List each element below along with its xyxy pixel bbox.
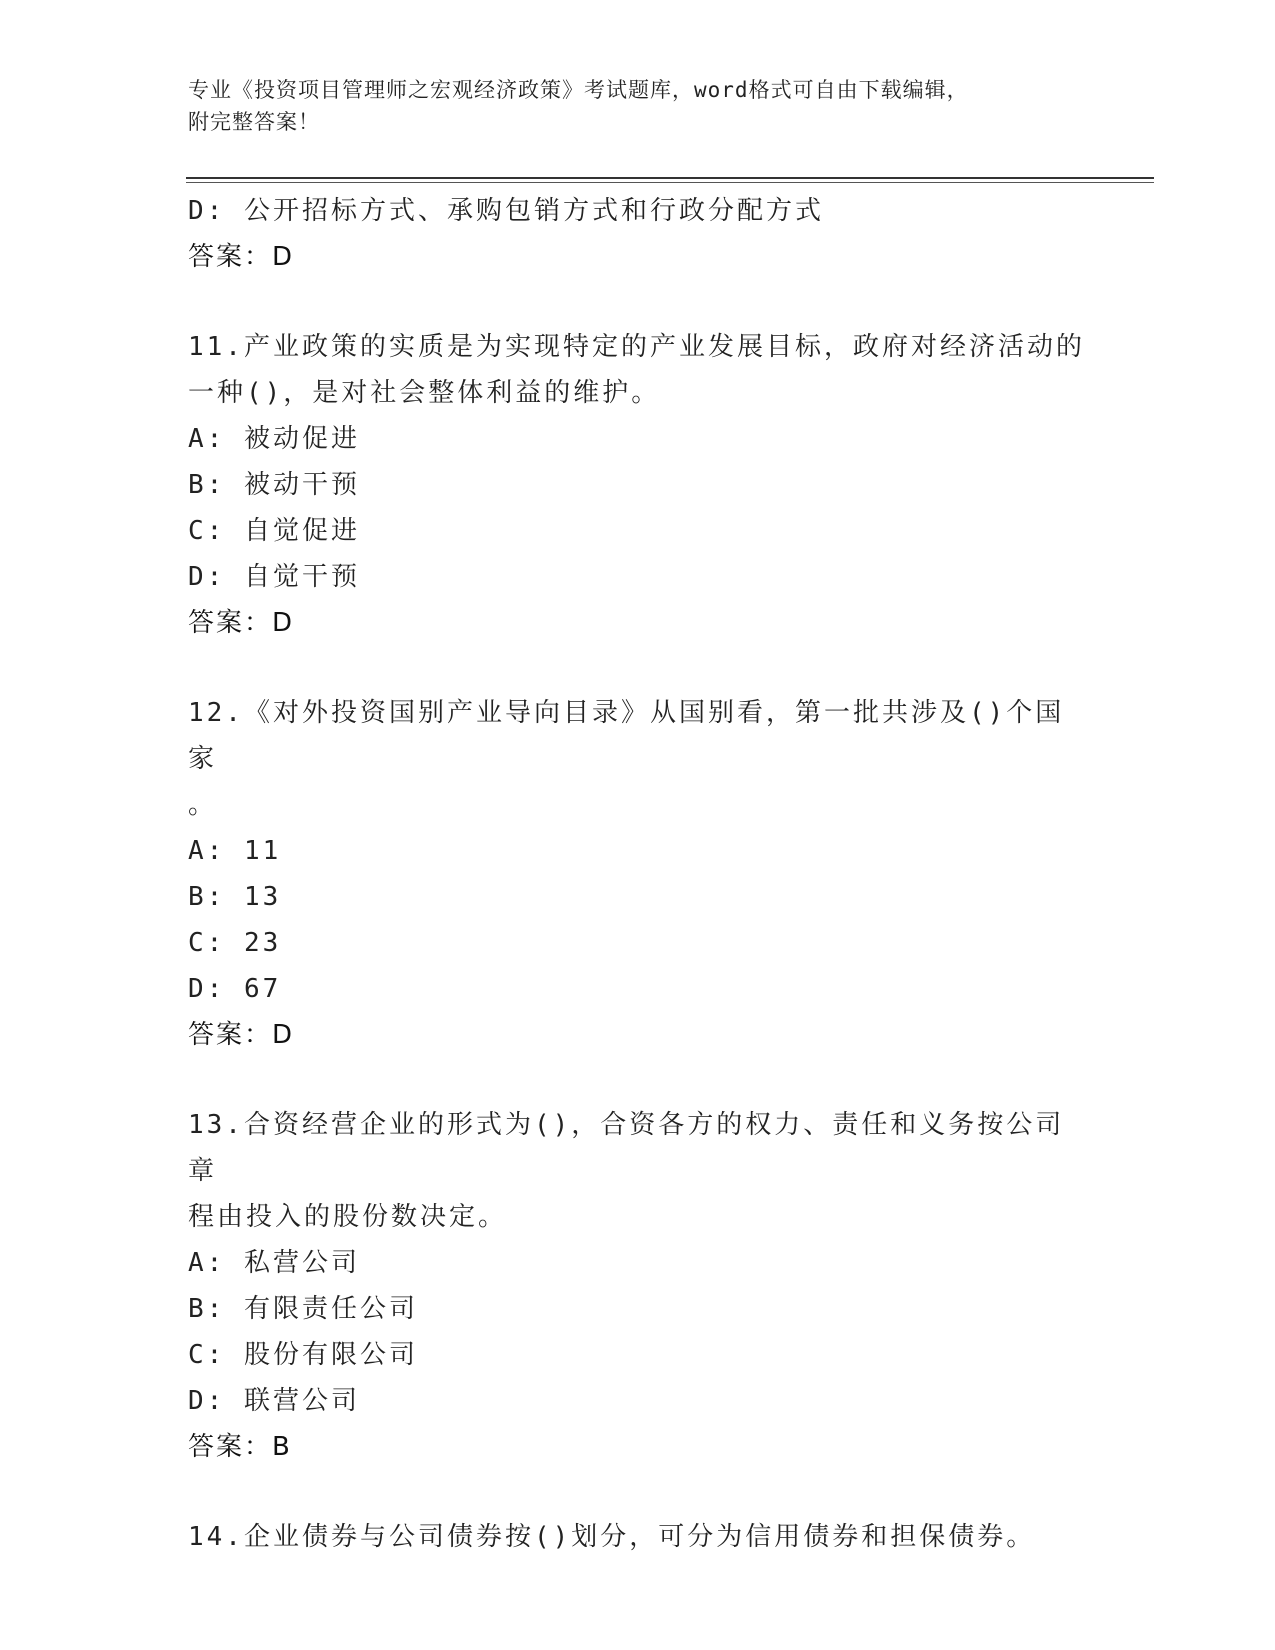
option-a: A: 11	[188, 836, 282, 866]
header-divider-thick	[186, 177, 1154, 179]
option-d: D: 联营公司	[188, 1386, 360, 1416]
header-line-1: 专业《投资项目管理师之宏观经济政策》考试题库，word格式可自由下载编辑，	[188, 78, 969, 102]
option-b: B: 有限责任公司	[188, 1294, 418, 1324]
question-stem-line: 12.《对外投资国别产业导向目录》从国别看，第一批共涉及()个国家	[188, 698, 1065, 774]
question-stem-line: 13.合资经营企业的形式为()，合资各方的权力、责任和义务按公司章	[188, 1110, 1065, 1186]
question-12	[188, 690, 1088, 1058]
question-11	[188, 324, 1088, 646]
answer-line: 答案：D	[188, 242, 295, 272]
option-a: A: 被动促进	[188, 424, 360, 454]
option-c: C: 股份有限公司	[188, 1340, 418, 1370]
answer-line: 答案：D	[188, 608, 295, 638]
answer-line: 答案：B	[188, 1432, 292, 1462]
question-stem-line: 14.企业债券与公司债券按()划分，可分为信用债券和担保债券。	[188, 1522, 1036, 1552]
question-stem-line: 一种()，是对社会整体利益的维护。	[188, 378, 661, 408]
option-b: B: 13	[188, 882, 282, 912]
question-stem-line: 。	[188, 790, 218, 820]
previous-question-tail	[188, 188, 1088, 280]
answer-line: 答案：D	[188, 1020, 295, 1050]
header-line-2: 附完整答案！	[188, 110, 320, 134]
question-13	[188, 1102, 1088, 1470]
document-header	[188, 74, 1088, 138]
question-stem-line: 程由投入的股份数决定。	[188, 1202, 508, 1232]
option-b: B: 被动干预	[188, 470, 360, 500]
option-c: C: 23	[188, 928, 282, 958]
option-d: D: 自觉干预	[188, 562, 360, 592]
question-stem-line: 11.产业政策的实质是为实现特定的产业发展目标，政府对经济活动的	[188, 332, 1085, 362]
header-divider-thin	[186, 182, 1154, 183]
option-a: A: 私营公司	[188, 1248, 360, 1278]
option-d: D: 公开招标方式、承购包销方式和行政分配方式	[188, 196, 824, 226]
option-c: C: 自觉促进	[188, 516, 360, 546]
option-d: D: 67	[188, 974, 282, 1004]
question-list	[188, 188, 1088, 1560]
question-14	[188, 1514, 1088, 1560]
